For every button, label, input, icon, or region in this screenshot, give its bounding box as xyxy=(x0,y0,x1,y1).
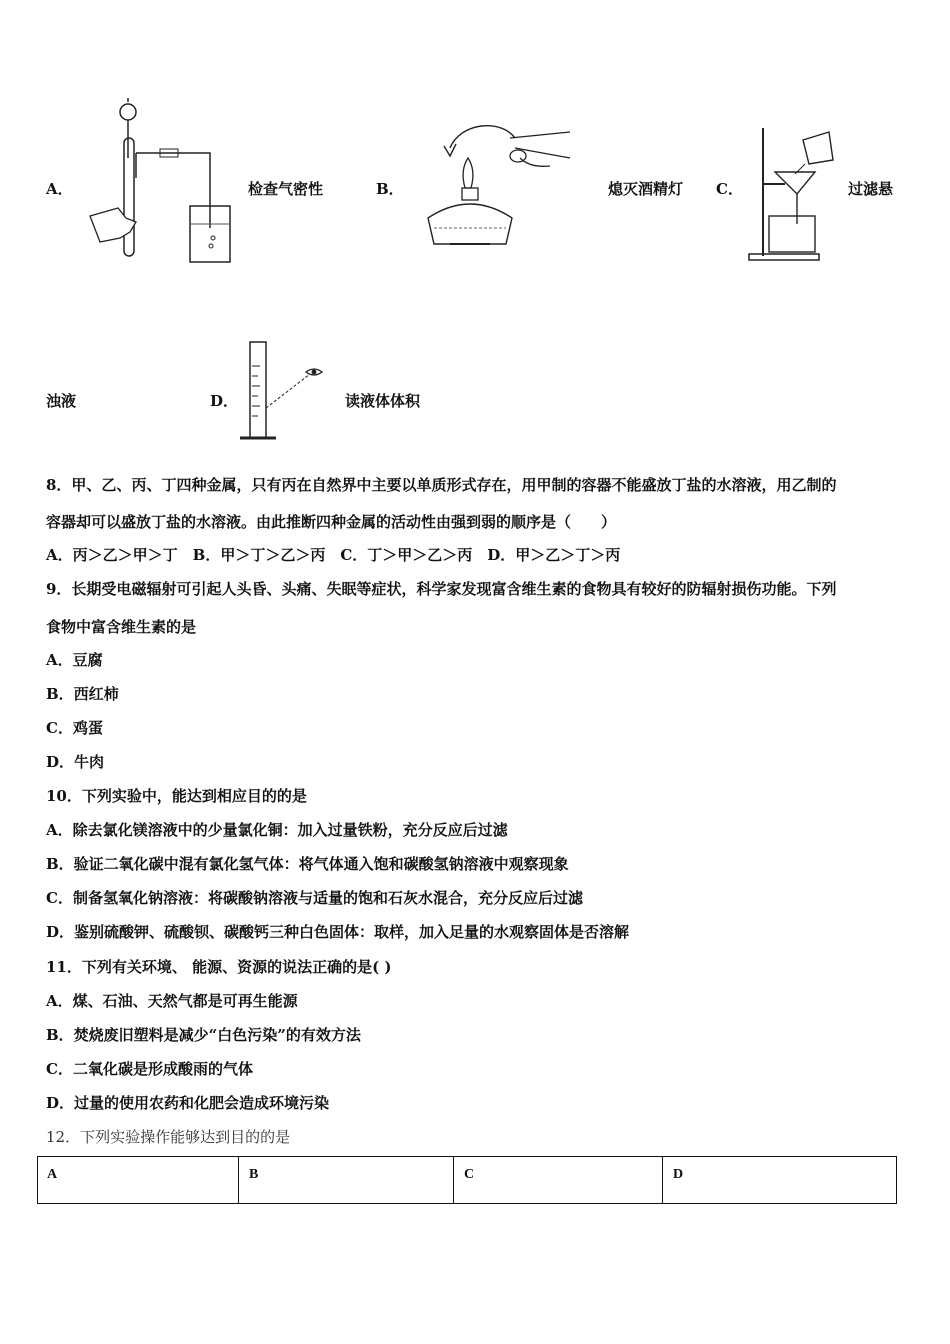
q12-table-header-c: C xyxy=(464,1167,475,1182)
q7-option-a-text: 检查气密性 xyxy=(248,180,324,198)
q9-stem-line1: 9．长期受电磁辐射可引起人头昏、头痛、失眠等症状，科学家发现富含维生素的食物具有较好的防辐射损伤功能。下列 xyxy=(46,580,837,598)
filtration-setup-icon xyxy=(745,124,845,264)
q8-stem-line1: 8．甲、乙、丙、丁四种金属，只有丙在自然界中主要以单质形式存在，用甲制的容器不能盛放丁盐的水溶液，用乙制的 xyxy=(46,476,837,494)
q10-stem: 10．下列实验中，能达到相应目的的是 xyxy=(46,787,307,805)
q12-table-header-b: B xyxy=(249,1167,259,1182)
graduated-cylinder-reading-icon xyxy=(238,336,338,446)
q9-option-d: D．牛肉 xyxy=(46,753,105,771)
q9-option-a: A．豆腐 xyxy=(46,651,103,669)
q10-option-c: C．制备氢氧化钠溶液：将碳酸钠溶液与适量的饱和石灰水混合，充分反应后过滤 xyxy=(46,889,583,907)
q8-options: A．丙＞乙＞甲＞丁 B．甲＞丁＞乙＞丙 C．丁＞甲＞乙＞丙 D．甲＞乙＞丁＞丙 xyxy=(46,546,621,564)
q7-option-b-text: 熄灭酒精灯 xyxy=(608,180,684,198)
q11-option-b: B．焚烧废旧塑料是减少“白色污染”的有效方法 xyxy=(46,1026,361,1044)
q11-option-a: A．煤、石油、天然气都是可再生能源 xyxy=(46,992,298,1010)
q7-option-d-letter: D． xyxy=(210,392,239,410)
q10-option-d: D．鉴别硫酸钾、硫酸钡、碳酸钙三种白色固体：取样，加入足量的水观察固体是否溶解 xyxy=(46,923,630,941)
q11-stem: 11．下列有关环境、 能源、资源的说法正确的是( ) xyxy=(46,958,392,976)
q10-option-b: B．验证二氧化碳中混有氯化氢气体：将气体通入饱和碳酸氢钠溶液中观察现象 xyxy=(46,855,569,873)
q7-option-a-letter: A． xyxy=(46,180,73,198)
alcohol-lamp-icon xyxy=(420,118,590,268)
q9-option-c: C．鸡蛋 xyxy=(46,719,103,737)
q9-stem-line2: 食物中富含维生素的是 xyxy=(46,618,197,636)
apparatus-airtightness-check-icon xyxy=(80,98,260,268)
q12-table-cell-c xyxy=(454,1157,663,1203)
q9-option-b: B．西红柿 xyxy=(46,685,119,703)
q12-table-cell-b xyxy=(239,1157,454,1203)
q12-table-cell-d xyxy=(663,1157,897,1203)
q7-option-c-letter: C． xyxy=(716,180,743,198)
q8-stem-line2: 容器却可以盛放丁盐的水溶液。由此推断四种金属的活动性由强到弱的顺序是（ ） xyxy=(46,513,617,531)
q12-table-cell-a xyxy=(37,1157,239,1203)
q7-option-d-text: 读液体体积 xyxy=(345,392,421,410)
q7-option-c-text: 过滤悬 xyxy=(848,180,894,198)
q11-option-c: C．二氧化碳是形成酸雨的气体 xyxy=(46,1060,253,1078)
q11-option-d: D．过量的使用农药和化肥会造成环境污染 xyxy=(46,1094,330,1112)
q12-table-header-a: A xyxy=(47,1167,58,1182)
q7-option-b-letter: B． xyxy=(376,180,404,198)
q12-table-header-d: D xyxy=(673,1167,684,1182)
q7-option-c-text-continued: 浊液 xyxy=(46,392,77,410)
q12-stem: 12．下列实验操作能够达到目的的是 xyxy=(46,1128,291,1146)
q10-option-a: A．除去氯化镁溶液中的少量氯化铜：加入过量铁粉，充分反应后过滤 xyxy=(46,821,508,839)
